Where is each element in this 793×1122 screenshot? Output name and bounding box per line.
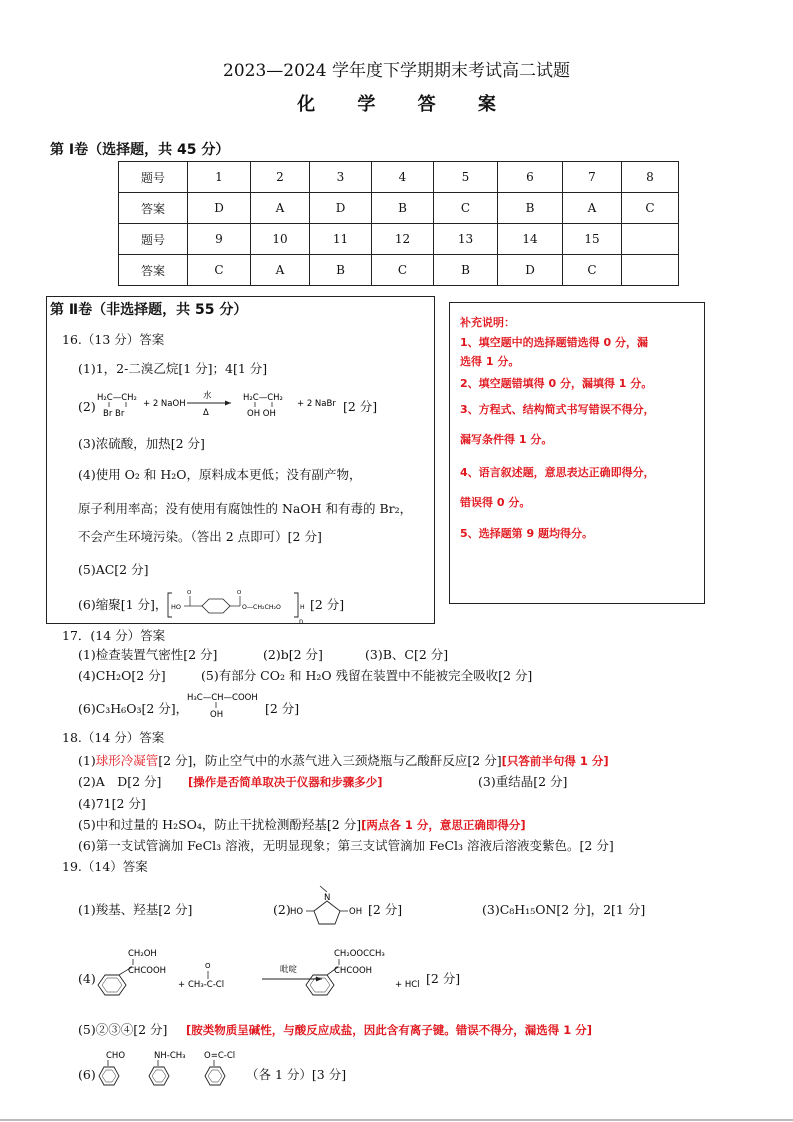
exam-title: 2023—2024 学年度下学期期末考试高二试题 (223, 61, 570, 81)
q16-line8-suffix: [2 分] (310, 597, 345, 612)
poly-ho: HO (171, 603, 182, 611)
q18-line2b: (3)重结晶[2 分] (478, 774, 568, 789)
table-row (119, 162, 679, 193)
polyester-structure (160, 585, 310, 625)
carbonyl-o: O (187, 590, 192, 596)
q16-line6: 不会产生环境污染。（答出 2 点即可）[2 分] (78, 529, 322, 544)
q18-line1 (78, 754, 609, 768)
table-cell: 3 (310, 162, 372, 193)
table-cell: C (622, 193, 679, 224)
table-cell: D (310, 193, 372, 224)
oh-label: OH (349, 907, 363, 917)
ho-label: HO (290, 907, 304, 917)
table-cell: 6 (498, 162, 563, 193)
q17-line1a: (1)检查装置气密性[2 分] (78, 647, 218, 662)
table-row (119, 255, 679, 286)
q18-line2a: (2)A D[2 分] (78, 774, 162, 789)
pyrrolidine-ring (314, 901, 340, 924)
table-cell: 9 (188, 224, 251, 255)
table-cell: A (251, 255, 310, 286)
table-cell: 11 (310, 224, 372, 255)
table-cell (622, 255, 679, 286)
table-cell: 10 (251, 224, 310, 255)
heat-condition: Δ (203, 408, 209, 418)
poly-h: H (300, 604, 305, 611)
acyl-o: O (205, 962, 211, 970)
acyl-chloride: CH₃-C-Cl (188, 980, 225, 990)
answer-title: 化 学 答 案 (297, 94, 514, 115)
n-atom: N (324, 893, 331, 903)
q18-line5: (6)第一支试管滴加 FeCl₃ 溶液，无明显现象；第三支试管滴加 FeCl₃ 溶液后溶液变紫色。[2 分] (78, 838, 614, 853)
table-cell: C (188, 255, 251, 286)
table-cell: 12 (372, 224, 434, 255)
table-cell: 5 (434, 162, 498, 193)
table-cell: 题号 (119, 162, 188, 193)
table-cell: B (372, 193, 434, 224)
benzene-inner-ring (310, 978, 330, 992)
note-3b: 漏写条件得 1 分。 (460, 433, 553, 446)
table-cell (622, 224, 679, 255)
q16-line3: (3)浓硫酸，加热[2 分] (78, 436, 205, 451)
q19-line1a: (1)羧基、羟基[2 分] (78, 902, 193, 917)
carbonyl-o: O (237, 590, 242, 596)
q19-line3-note: [胺类物质呈碱性，与酸反应成盐，因此含有离子键。错误不得分，漏选得 1 分] (186, 1023, 593, 1037)
q17-line3-prefix: (6)C₃H₆O₃[2 分]， (78, 701, 189, 716)
lactic-top: H₃C—CH—COOH (187, 693, 258, 703)
dibromoethane-hydrolysis-equation (95, 386, 345, 424)
q17-line2a: (4)CH₂O[2 分] (78, 668, 166, 683)
note-5: 5、选择题第 9 题均得分。 (460, 527, 593, 540)
answer-table (118, 161, 679, 286)
q17-line2b: (5)有部分 CO₂ 和 H₂O 残留在装置中不能被完全吸收[2 分] (201, 668, 533, 683)
q16-line4: (4)使用 O₂ 和 H₂O，原料成本更低；没有副产物， (78, 467, 362, 482)
chcooh-product-label: CHCOOH (334, 966, 373, 976)
table-cell: 4 (372, 162, 434, 193)
nabr-text: + 2 NaBr (297, 399, 336, 409)
benzene-inner-ring (102, 1070, 116, 1082)
q17-header: 17．(14 分）答案 (62, 628, 166, 643)
benzene-ring (202, 599, 230, 613)
diol-bottom: OH OH (247, 409, 276, 419)
q16-header: 16.（13 分）答案 (62, 332, 165, 347)
pyridine-condition: 吡啶 (280, 965, 298, 975)
q18-line4-pre: (5)中和过量的 H₂SO₄，防止干扰检测酚羟基[2 分] (78, 817, 362, 832)
q18-line1-pre: (1) (78, 753, 96, 768)
q19-header: 19.（14）答案 (62, 859, 148, 874)
q17-line1b: (2)b[2 分] (263, 647, 323, 662)
table-cell: 1 (188, 162, 251, 193)
ester-label: CH₂OOCCH₃ (334, 949, 385, 959)
q19-line3: (5)②③④[2 分] (78, 1022, 168, 1037)
benzene-inner-ring (208, 1070, 222, 1082)
note-3a: 3、方程式、结构简式书写错误不得分， (460, 403, 655, 416)
table-cell: 2 (251, 162, 310, 193)
lactic-oh: OH (210, 710, 224, 720)
q16-line2-suffix: [2 分] (343, 399, 378, 414)
poly-ester: O—CH₂CH₂O (242, 604, 281, 611)
table-cell: B (310, 255, 372, 286)
part1-heading: 第 Ⅰ卷（选择题，共 45 分） (50, 142, 230, 158)
table-cell: B (498, 193, 563, 224)
pyrrolidine-diol-structure (288, 884, 368, 930)
cocl-label: O=C-Cl (204, 1051, 236, 1061)
arrow-head (225, 401, 231, 406)
table-cell: D (188, 193, 251, 224)
q18-line3: (4)71[2 分] (78, 796, 146, 811)
cho-label: CHO (106, 1051, 126, 1061)
table-cell: 答案 (119, 255, 188, 286)
note-2: 2、填空题错填得 0 分，漏填得 1 分。 (460, 377, 653, 390)
table-cell: 答案 (119, 193, 188, 224)
q17-line1c: (3)B、C[2 分] (365, 647, 449, 662)
q16-line8-prefix: (6)缩聚[1 分]， (78, 597, 168, 612)
part2-heading: 第 Ⅱ卷（非选择题，共 55 分） (50, 302, 248, 318)
q19-line1b-suffix: [2 分] (368, 902, 403, 917)
diol-top: H₂C—CH₂ (243, 393, 283, 403)
table-cell: D (498, 255, 563, 286)
water-condition: 水 (203, 391, 212, 401)
q18-line1-mid: [2 分]，防止空气中的水蒸气进入三颈烧瓶与乙酸酐反应[2 分] (158, 753, 502, 768)
note-1b: 选得 1 分。 (460, 355, 520, 368)
q19-line1b-prefix: (2) (273, 902, 291, 917)
poly-n: n (299, 617, 304, 625)
naoh-text: + 2 NaOH (143, 399, 186, 409)
table-cell: C (372, 255, 434, 286)
q19-line2-suffix: [2 分] (426, 971, 461, 986)
arrow-head (316, 977, 322, 982)
reactant-top: H₂C—CH₂ (97, 393, 137, 403)
q16-line2-prefix: (2) (78, 399, 96, 414)
table-cell: 题号 (119, 224, 188, 255)
q16-line1: (1)1，2-二溴乙烷[1 分]；4[1 分] (78, 361, 268, 376)
benzene-inner-ring (102, 978, 122, 992)
q18-line4 (78, 818, 526, 832)
nh-ch3-label: NH-CH₃ (154, 1051, 186, 1061)
table-row (119, 193, 679, 224)
table-cell: 14 (498, 224, 563, 255)
q17-line3-suffix: [2 分] (265, 701, 300, 716)
table-cell: 13 (434, 224, 498, 255)
note-4a: 4、语言叙述题，意思表达正确即得分， (460, 466, 655, 479)
q18-line2-note: [操作是否简单取决于仪器和步骤多少] (188, 775, 383, 789)
table-cell: 15 (563, 224, 622, 255)
q16-line7: (5)AC[2 分] (78, 562, 149, 577)
chcooh-label: CHCOOH (128, 966, 167, 976)
q19-line1c: (3)C₈H₁₅ON[2 分]，2[1 分] (482, 902, 646, 917)
esterification-equation (92, 945, 422, 1007)
isomer-structures (96, 1048, 246, 1092)
notes-title: 补充说明： (460, 316, 515, 329)
note-1a: 1、填空题中的选择题错选得 0 分，漏 (460, 336, 648, 349)
q18-line1-red: 球形冷凝管 (95, 753, 159, 768)
lactic-acid-structure (185, 688, 270, 724)
table-cell: A (563, 193, 622, 224)
ch2oh-label: CH₂OH (128, 949, 157, 959)
table-cell: A (251, 193, 310, 224)
reactant-bottom: Br Br (103, 409, 125, 419)
benzene-inner-ring (152, 1070, 166, 1082)
q19-line4-suffix: （各 1 分）[3 分] (246, 1067, 347, 1082)
plus-sign: + (178, 980, 186, 990)
note-4b: 错误得 0 分。 (460, 496, 531, 509)
table-row (119, 224, 679, 255)
table-cell: B (434, 255, 498, 286)
right-bracket (294, 593, 298, 617)
q18-line4-note: [两点各 1 分，意思正确即得分] (361, 818, 526, 832)
hcl-text: + HCl (395, 980, 420, 990)
q19-line4-prefix: (6) (78, 1067, 96, 1082)
table-cell: C (434, 193, 498, 224)
methyl-bond (320, 886, 327, 892)
table-cell: 8 (622, 162, 679, 193)
q18-header: 18.（14 分）答案 (62, 730, 165, 745)
table-cell: 7 (563, 162, 622, 193)
q19-line2-prefix: (4) (78, 971, 96, 986)
page-bottom-rule (0, 1119, 793, 1121)
q16-line5: 原子利用率高；没有使用有腐蚀性的 NaOH 和有毒的 Br₂， (78, 501, 413, 516)
table-cell: C (563, 255, 622, 286)
q18-line1-note: [只答前半句得 1 分] (501, 754, 609, 768)
